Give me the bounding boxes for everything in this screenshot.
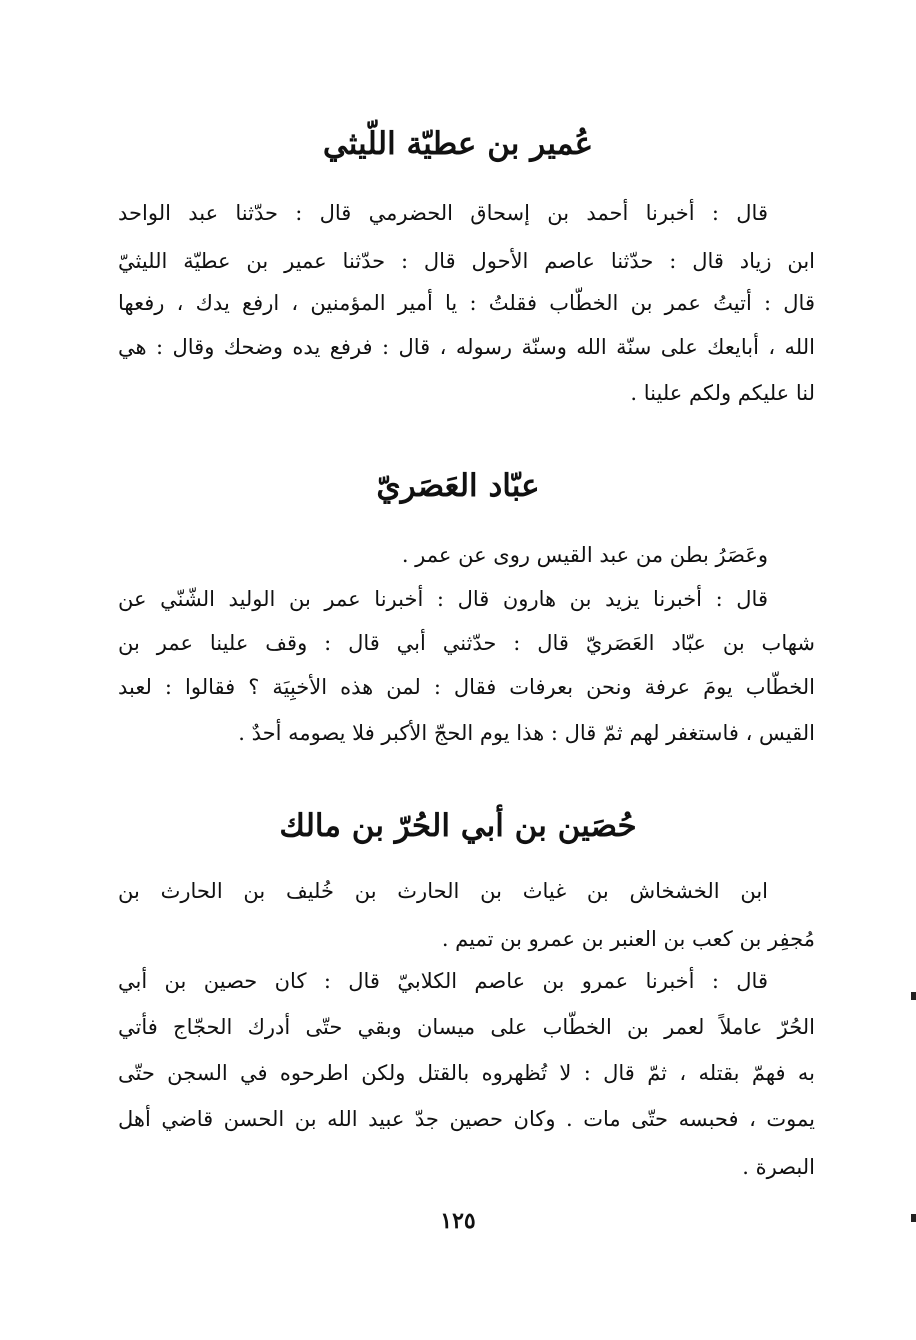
text-line: قال : أخبرنا أحمد بن إسحاق الحضرمي قال : حدّثنا عبد الواحد [118,201,768,225]
text-line: الحُرّ عاملاً لعمر بن الخطّاب على ميسان وبقي حتّى أدرك الحجّاج فأتي [118,1015,815,1039]
text-line: شهاب بن عبّاد العَصَريّ قال : حدّثني أبي قال : وقف علينا عمر بن [118,631,815,655]
entry-title: عُمير بن عطيّة اللّيثي [322,126,594,162]
text-line: ابن زياد قال : حدّثنا عاصم الأحول قال : حدّثنا عمير بن عطيّة الليثيّ [118,249,815,273]
text-line: الله ، أبايعك على سنّة الله وسنّة رسوله ، قال : فرفع يده وضحك وقال : هي [118,335,815,359]
scan-edge-mark [911,1214,916,1222]
text-line: القيس ، فاستغفر لهم ثمّ قال : هذا يوم الحجّ الأكبر فلا يصومه أحدٌ . [238,721,815,745]
text-line: به فهمّ بقتله ، ثمّ قال : لا تُظهروه بالقتل ولكن اطرحوه في السجن حتّى [118,1061,815,1085]
text-line: يموت ، فحبسه حتّى مات . وكان حصين جدّ عبيد الله بن الحسن قاضي أهل [118,1107,815,1131]
entry-title: حُصَين بن أبي الحُرّ بن مالك [279,808,637,844]
text-line: مُجفِر بن كعب بن العنبر بن عمرو بن تميم . [441,927,815,951]
text-line: لنا عليكم ولكم علينا . [630,381,815,405]
entry-title: عبّاد العَصَريّ [376,468,540,504]
text-line: قال : أتيتُ عمر بن الخطّاب فقلتُ : يا أمير المؤمنين ، ارفع يدك ، رفعها [118,291,815,315]
text-line: البصرة . [742,1155,815,1179]
page-number: ١٢٥ [440,1208,476,1234]
text-line: وعَصَرُ بطن من عبد القيس روى عن عمر . [401,543,768,567]
scan-edge-mark [911,992,916,1000]
text-line: ابن الخشخاش بن غياث بن الحارث بن خُليف بن الحارث بن [118,879,768,903]
text-line: قال : أخبرنا عمرو بن عاصم الكلابيّ قال : كان حصين بن أبي [118,969,768,993]
text-line: قال : أخبرنا يزيد بن هارون قال : أخبرنا عمر بن الوليد الشّنّي عن [118,587,768,611]
text-line: الخطّاب يومَ عرفة ونحن بعرفات فقال : لمن هذه الأخبِيَة ؟ فقالوا : لعبد [118,675,815,699]
